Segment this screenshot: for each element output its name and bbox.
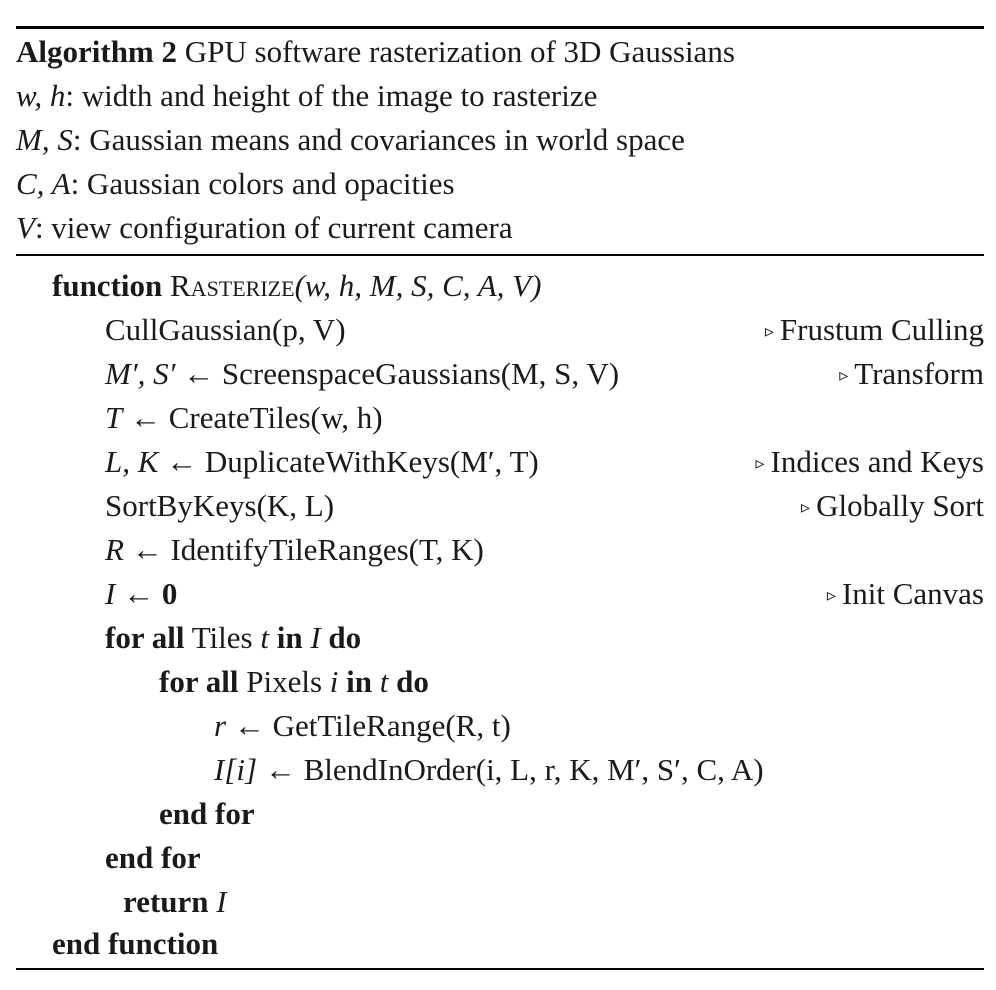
assign-arrow: ←	[183, 356, 215, 391]
return-value: I	[216, 884, 227, 919]
algo-line-tiles	[16, 396, 984, 440]
comment-text: Transform	[854, 356, 984, 391]
algo-line-blend	[16, 748, 984, 792]
comment	[801, 484, 984, 529]
loop-collection: Pixels	[246, 664, 323, 699]
assign-arrow: ←	[264, 752, 296, 787]
keyword-return: return	[123, 884, 209, 919]
assign-lhs: L, K	[105, 444, 159, 479]
keyword-for-all: for all	[159, 664, 239, 699]
input-vars: w, h	[16, 78, 66, 113]
input-line	[16, 118, 984, 162]
assign-lhs: r	[214, 708, 227, 743]
assign-rhs: BlendInOrder(i, L, r, K, M′, S′, C, A)	[303, 752, 764, 787]
assign-arrow: ←	[131, 532, 163, 567]
input-line	[16, 206, 984, 250]
input-desc: : view configuration of current camera	[34, 210, 513, 245]
input-desc: : width and height of the image to rasterize	[65, 78, 598, 113]
loop-var: i	[329, 664, 339, 699]
keyword-function: function	[52, 268, 163, 303]
loop-var: t	[260, 620, 269, 655]
assign-lhs: R	[105, 532, 124, 567]
algorithm-label: Algorithm 2	[16, 34, 178, 69]
algo-line-cull	[16, 308, 984, 352]
loop-collection: Tiles	[191, 620, 253, 655]
algo-line-tile-range	[16, 704, 984, 748]
input-vars: C, A	[16, 166, 71, 201]
keyword-end-function: end function	[52, 926, 219, 961]
code-statement: CullGaussian(p, V)	[105, 312, 346, 347]
assign-rhs: DuplicateWithKeys(M′, T)	[204, 444, 539, 479]
assign-rhs: CreateTiles(w, h)	[168, 400, 383, 435]
algo-line-duplicate	[16, 440, 984, 484]
comment-triangle-icon: ▹	[801, 497, 811, 517]
input-vars: V	[16, 210, 35, 245]
loop-target: I	[310, 620, 321, 655]
assign-rhs: ScreenspaceGaussians(M, S, V)	[221, 356, 620, 391]
comment	[755, 440, 984, 485]
assign-rhs: GetTileRange(R, t)	[272, 708, 511, 743]
keyword-end-for: end for	[105, 840, 201, 875]
algo-line-for-pixels	[16, 660, 984, 704]
comment-triangle-icon: ▹	[764, 321, 774, 341]
algo-line-for-tiles	[16, 616, 984, 660]
bottom-rule	[16, 968, 984, 970]
top-rule	[16, 26, 984, 29]
algo-line-sort	[16, 484, 984, 528]
algo-line-end-for-outer	[16, 836, 984, 880]
comment-text: Frustum Culling	[779, 312, 984, 347]
function-args: (w, h, M, S, C, A, V)	[294, 268, 542, 303]
assign-arrow: ←	[130, 400, 161, 435]
keyword-for-all: for all	[105, 620, 185, 655]
algorithm-title: GPU software rasterization of 3D Gaussians	[184, 34, 735, 69]
assign-lhs: I	[105, 576, 116, 611]
comment-triangle-icon: ▹	[826, 585, 836, 605]
input-desc: : Gaussian colors and opacities	[70, 166, 455, 201]
assign-arrow: ←	[123, 576, 155, 611]
algo-line-ranges	[16, 528, 984, 572]
keyword-in: in	[276, 620, 303, 655]
comment-text: Init Canvas	[841, 576, 984, 611]
assign-rhs: IdentifyTileRanges(T, K)	[170, 532, 484, 567]
assign-lhs: M′, S′	[105, 356, 176, 391]
comment	[839, 352, 984, 397]
assign-arrow: ←	[233, 708, 265, 743]
comment-triangle-icon: ▹	[755, 453, 765, 473]
algo-line-end-function	[16, 922, 984, 966]
comment	[765, 308, 984, 353]
comment-text: Globally Sort	[816, 488, 984, 523]
code-statement: SortByKeys(K, L)	[105, 488, 335, 523]
algo-line-end-for-inner	[16, 792, 984, 836]
function-name: Rasterize	[170, 268, 295, 303]
loop-target: t	[379, 664, 389, 699]
comment-triangle-icon: ▹	[839, 365, 849, 385]
algo-line-transform	[16, 352, 984, 396]
assign-lhs: I[i]	[214, 752, 258, 787]
comment	[827, 572, 984, 617]
keyword-in: in	[346, 664, 373, 699]
input-line	[16, 162, 984, 206]
assign-rhs: 0	[161, 576, 178, 611]
algo-line-init-canvas	[16, 572, 984, 616]
keyword-end-for: end for	[159, 796, 255, 831]
algorithm-caption	[16, 30, 984, 74]
algo-line-function	[16, 264, 984, 308]
input-line	[16, 74, 984, 118]
input-vars: M, S	[16, 122, 73, 157]
keyword-do: do	[328, 620, 362, 655]
algo-line-return	[16, 880, 984, 924]
input-desc: : Gaussian means and covariances in world space	[72, 122, 685, 157]
comment-text: Indices and Keys	[770, 444, 984, 479]
assign-arrow: ←	[166, 444, 198, 479]
assign-lhs: T	[105, 400, 123, 435]
keyword-do: do	[396, 664, 429, 699]
header-rule	[16, 254, 984, 256]
